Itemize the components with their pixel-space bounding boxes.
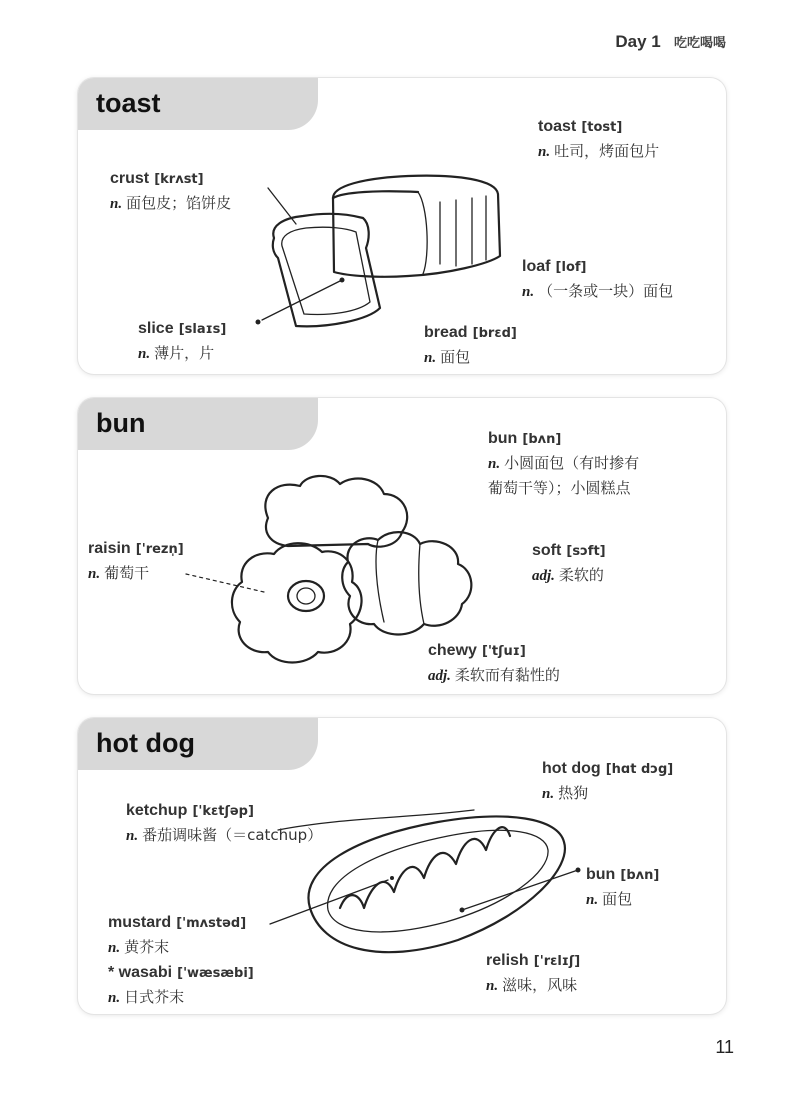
label-relish xyxy=(486,948,580,998)
phonetic: [bʌn] xyxy=(620,868,660,883)
section-title: bun xyxy=(96,408,146,438)
label-bread xyxy=(424,320,517,370)
label-ketchup xyxy=(126,798,322,848)
definition: 葡萄干 xyxy=(104,564,150,582)
label-slice xyxy=(138,316,226,366)
definition: 柔软的 xyxy=(558,566,604,584)
part-of-speech: n. xyxy=(424,350,437,366)
definition: 黄芥末 xyxy=(124,938,170,956)
definition: 吐司，烤面包片 xyxy=(554,142,660,160)
term: chewy xyxy=(428,642,477,659)
term: bread xyxy=(424,324,468,341)
section-title: hot dog xyxy=(96,728,195,758)
phonetic: ['rezn̩] xyxy=(135,542,184,557)
day-label: Day 1 xyxy=(615,32,661,51)
phonetic: [slaɪs] xyxy=(178,322,227,337)
phonetic: [bʌn] xyxy=(522,432,562,447)
label-raisin xyxy=(88,536,184,586)
definition-continued: 葡萄干等）；小圆糕点 xyxy=(488,479,631,497)
term: hot dog xyxy=(542,760,601,777)
phonetic: ['mʌstəd] xyxy=(176,916,247,931)
part-of-speech: n. xyxy=(538,144,551,160)
term: soft xyxy=(532,542,562,559)
term: toast xyxy=(538,118,577,135)
label-chewy xyxy=(428,638,560,688)
part-of-speech: adj. xyxy=(532,568,555,584)
phonetic: [sɔft] xyxy=(566,544,606,559)
part-of-speech: n. xyxy=(542,786,555,802)
label-toast xyxy=(538,114,659,164)
hotdog-card xyxy=(78,718,726,1014)
term: mustard xyxy=(108,914,172,931)
label-loaf xyxy=(522,254,673,304)
term: loaf xyxy=(522,258,551,275)
definition: 柔软而有黏性的 xyxy=(454,666,560,684)
part-of-speech: n. xyxy=(88,566,101,582)
part-of-speech: n. xyxy=(522,284,535,300)
definition: （一条或一块）面包 xyxy=(538,282,674,300)
term: crust xyxy=(110,170,150,187)
section-title: toast xyxy=(96,88,161,118)
part-of-speech: n. xyxy=(108,990,121,1006)
term: raisin xyxy=(88,540,131,557)
chapter-subtitle: 吃吃喝喝 xyxy=(673,36,726,51)
label-soft xyxy=(532,538,606,588)
term: * wasabi xyxy=(108,964,173,981)
phonetic: ['rɛlɪʃ] xyxy=(533,954,581,969)
definition: 日式芥末 xyxy=(124,988,185,1006)
part-of-speech: n. xyxy=(586,892,599,908)
page-number: 11 xyxy=(715,1037,734,1057)
term: bun xyxy=(586,866,616,883)
toast-card xyxy=(78,78,726,374)
part-of-speech: n. xyxy=(488,456,501,472)
page-header xyxy=(615,32,726,52)
phonetic: [hɑt dɔg] xyxy=(605,762,674,777)
definition: 面包皮；馅饼皮 xyxy=(126,194,232,212)
phonetic: [lof] xyxy=(555,260,587,275)
term: slice xyxy=(138,320,174,337)
label-mustard xyxy=(108,910,254,1010)
definition: 面包 xyxy=(602,890,633,908)
definition: 滋味，风味 xyxy=(502,976,578,994)
definition: 小圆面包（有时掺有 xyxy=(504,454,640,472)
part-of-speech: n. xyxy=(110,196,123,212)
phonetic: ['tʃuɪ] xyxy=(482,644,526,659)
label-bun xyxy=(586,862,659,912)
label-crust xyxy=(110,166,231,216)
part-of-speech: adj. xyxy=(428,668,451,684)
part-of-speech: n. xyxy=(108,940,121,956)
term: bun xyxy=(488,430,518,447)
label-bun xyxy=(488,426,639,500)
phonetic: [krʌst] xyxy=(154,172,204,187)
definition: 面包 xyxy=(440,348,471,366)
term: relish xyxy=(486,952,529,969)
definition: 番茄调味酱（＝catchup） xyxy=(142,826,323,844)
part-of-speech: n. xyxy=(138,346,151,362)
phonetic: [tost] xyxy=(581,120,623,135)
term: ketchup xyxy=(126,802,188,819)
phonetic: ['kɛtʃəp] xyxy=(192,804,254,819)
part-of-speech: n. xyxy=(486,978,499,994)
phonetic: ['wæsæbi] xyxy=(177,966,254,981)
definition: 薄片，片 xyxy=(154,344,215,362)
bun-card xyxy=(78,398,726,694)
definition: 热狗 xyxy=(558,784,589,802)
label-hotdog xyxy=(542,756,673,806)
part-of-speech: n. xyxy=(126,828,139,844)
phonetic: [brɛd] xyxy=(472,326,517,341)
